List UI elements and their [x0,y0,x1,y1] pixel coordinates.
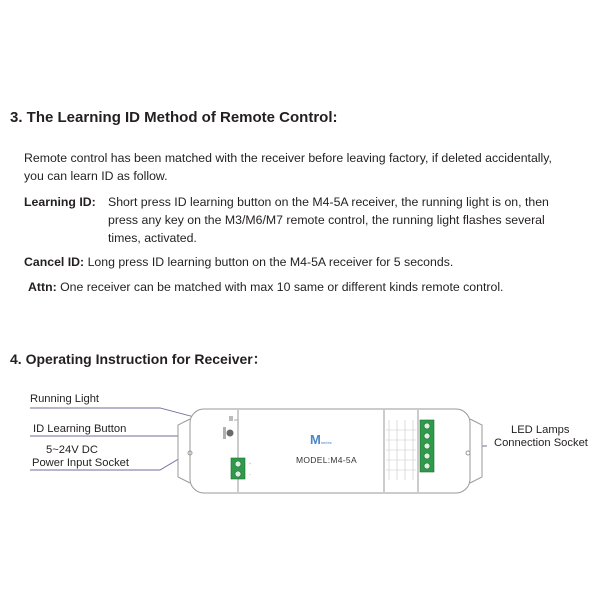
section-4-title: 4. Operating Instruction for Receiver： [10,351,267,367]
intro-line-1: Remote control has been matched with the receiver before leaving factory, if deleted accidentally, [24,151,552,165]
learning-id-line-1: Short press ID learning button on the M4-5A receiver, the running light is on, then [108,195,549,209]
attn-text: One receiver can be matched with max 10 same or different kinds remote control. [60,280,504,294]
attn-label: Attn: [28,280,57,294]
power-label-line-2: Power Input Socket [32,457,130,469]
learning-id-label: Learning ID: [24,195,96,209]
logo-letter: M [310,432,321,447]
svg-text:−: − [249,473,252,477]
learning-id-line-3: times, activated. [108,231,197,245]
svg-text:+: + [249,462,252,466]
running-light-label: Running Light [30,393,100,405]
led-label-line-2: Connection Socket [494,437,588,449]
learning-id-line-2: press any key on the M3/M6/M7 remote control, the running light flashes several [108,213,545,227]
section-3-title: 3. The Learning ID Method of Remote Control: [10,109,338,126]
led-output-terminal [420,420,434,472]
svg-text:ON: ON [234,418,239,422]
power-label-line-1: 5~24V DC [46,444,98,456]
cancel-id-text: Long press ID learning button on the M4-5A receiver for 5 seconds. [87,255,454,269]
id-learning-button-label: ID Learning Button [33,423,127,435]
cancel-id-label: Cancel ID: [24,255,85,269]
receiver-enclosure [178,409,482,493]
logo-series: series [321,440,332,445]
model-text: MODEL:M4-5A [296,455,357,465]
intro-line-2: you can learn ID as follow. [24,169,168,183]
led-label-line-1: LED Lamps [511,424,570,436]
